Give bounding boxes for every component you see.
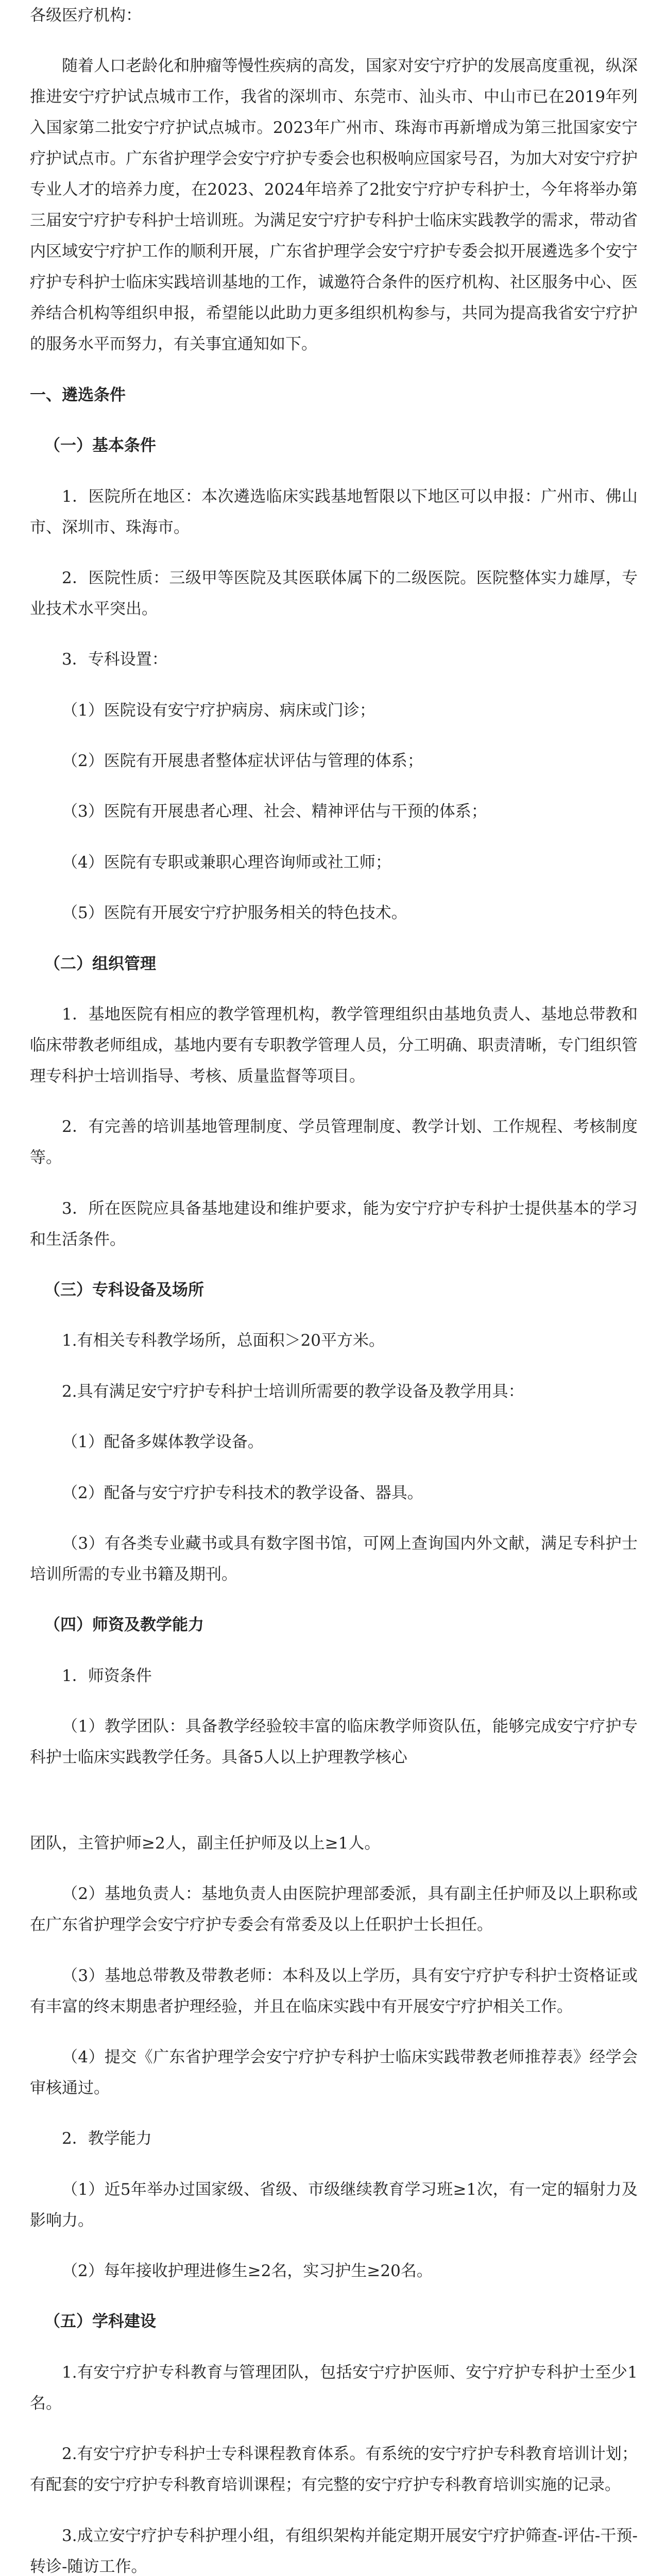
list-item: （4）医院有专职或兼职心理咨询师或社工师； (62, 853, 391, 872)
list-item: （3）有各类专业藏书或具有数字图书馆，可网上查询国内外文献，满足专科护士培训所需的专业书籍及期刊。 (30, 1534, 638, 1584)
paragraph-region: 1．医院所在地区：本次遴选临床实践基地暂限以下地区可以申报：广州市、佛山市、深圳市、珠海市。 (30, 487, 638, 537)
paragraph-hospital-nature: 2．医院性质：三级甲等医院及其医联体属下的二级医院。医院整体实力雄厚，专业技术水平突出。 (30, 568, 638, 618)
subsection-basic-conditions: （一）基本条件 (44, 436, 156, 455)
paragraph-equip-1: 1.有相关专科教学场所，总面积＞20平方米。 (62, 1331, 385, 1350)
paragraph-org-1: 1．基地医院有相应的教学管理机构，教学管理组织由基地负责人、基地总带教和临床带教老师组成，基地内要有专职教学管理人员，分工明确、职责清晰，专门组织管理专科护士培训指导、考核、质量监督等项目。 (30, 1005, 638, 1086)
list-item: 3.成立安宁疗护专科护理小组，有组织架构并能定期开展安宁疗护筛查-评估-干预-转诊-随访工作。 (30, 2526, 638, 2576)
paragraph-faculty-5: （3）基地总带教及带教老师：本科及以上学历，具有安宁疗护专科护士资格证或有丰富的终末期患者护理经验，并且在临床实践中有开展安宁疗护相关工作。 (30, 1966, 638, 2016)
list-item: 1.有安宁疗护专科教育与管理团队，包括安宁疗护医师、安宁疗护专科护士至少1名。 (30, 2363, 638, 2413)
paragraph-org-3: 3．所在医院应具备基地建设和维护要求，能为安宁疗护专科护士提供基本的学习和生活条件。 (30, 1199, 638, 1249)
salutation: 各级医疗机构： (30, 6, 142, 25)
subsection-equipment: （三）专科设备及场所 (44, 1281, 204, 1299)
paragraph-faculty-4: （2）基地负责人：基地负责人由医院护理部委派，具有副主任护师及以上职称或在广东省护理学会安宁疗护专委会有常委及以上任职护士长担任。 (30, 1885, 638, 1935)
paragraph-faculty-3: 团队，主管护师≥2人，副主任护师及以上≥1人。 (30, 1834, 381, 1853)
paragraph-equip-2: 2.具有满足安宁疗护专科护士培训所需要的教学设备及教学用具： (62, 1382, 524, 1401)
paragraph-faculty-8: （1）近5年举办过国家级、省级、市级继续教育学习班≥1次，有一定的辐射力及影响力。 (30, 2180, 638, 2230)
section-heading-conditions: 一、遴选条件 (30, 385, 126, 404)
list-item: （1）配备多媒体教学设备。 (62, 1433, 264, 1452)
paragraph-faculty-7: 2．教学能力 (62, 2129, 152, 2148)
subsection-discipline: （五）学科建设 (44, 2312, 156, 2331)
paragraph-faculty-9: （2）每年接收护理进修生≥2名，实习护生≥20名。 (62, 2262, 433, 2280)
list-item: （5）医院有开展安宁疗护服务相关的特色技术。 (62, 904, 407, 923)
paragraph-faculty-1: 1．师资条件 (62, 1666, 152, 1685)
paragraph-specialty-setup: 3．专科设置： (62, 650, 168, 669)
list-item: （3）医院有开展患者心理、社会、精神评估与干预的体系； (62, 802, 487, 821)
paragraph-org-2: 2．有完善的培训基地管理制度、学员管理制度、教学计划、工作规程、考核制度等。 (30, 1117, 638, 1167)
subsection-faculty: （四）师资及教学能力 (44, 1616, 204, 1635)
list-item: （2）配备与安宁疗护专科技术的教学设备、器具。 (62, 1483, 423, 1502)
list-item: （2）医院有开展患者整体症状评估与管理的体系； (62, 752, 423, 770)
list-item: （1）医院设有安宁疗护病房、病床或门诊； (62, 701, 375, 720)
notice-document (30, 0, 638, 2576)
paragraph-faculty-6: （4）提交《广东省护理学会安宁疗护专科护士临床实践带教老师推荐表》经学会审核通过。 (30, 2047, 638, 2097)
paragraph-faculty-2: （1）教学团队：具备教学经验较丰富的临床教学师资队伍，能够完成安宁疗护专科护士临床实践教学任务。具备5人以上护理教学核心 (30, 1717, 638, 1767)
subsection-organization: （二）组织管理 (44, 954, 156, 973)
spacer (30, 1792, 638, 1808)
intro-paragraph: 随着人口老龄化和肿瘤等慢性疾病的高发，国家对安宁疗护的发展高度重视，纵深推进安宁疗护试点城市工作，我省的深圳市、东莞市、汕头市、中山市已在2019年列入国家第二批安宁疗护试点城市。2023年广州市、珠海市再新增成为第三批国家安宁疗护试点市。广东省护理学会安宁疗护专委会也积极响应国家号召，为加大对安宁疗护专业人才的培养力度，在2023、2024年培养了2批安宁疗护专科护士，今年将举办第三届安宁疗护专科护士培训班。为满足安宁疗护专科护士临床实践教学的需求，带动省内区域安宁疗护工作的顺利开展，广东省护理学会安宁疗护专委会拟开展遴选多个安宁疗护专科护士临床实践培训基地的工作，诚邀符合条件的医疗机构、社区服务中心、医养结合机构等组织申报，希望能以此助力更多组织机构参与，共同为提高我省安宁疗护的服务水平而努力，有关事宜通知如下。 (30, 57, 638, 354)
list-item: 2.有安宁疗护专科护士专科课程教育体系。有系统的安宁疗护专科教育培训计划；有配套的安宁疗护专科教育培训课程；有完整的安宁疗护专科教育培训实施的记录。 (30, 2445, 638, 2495)
